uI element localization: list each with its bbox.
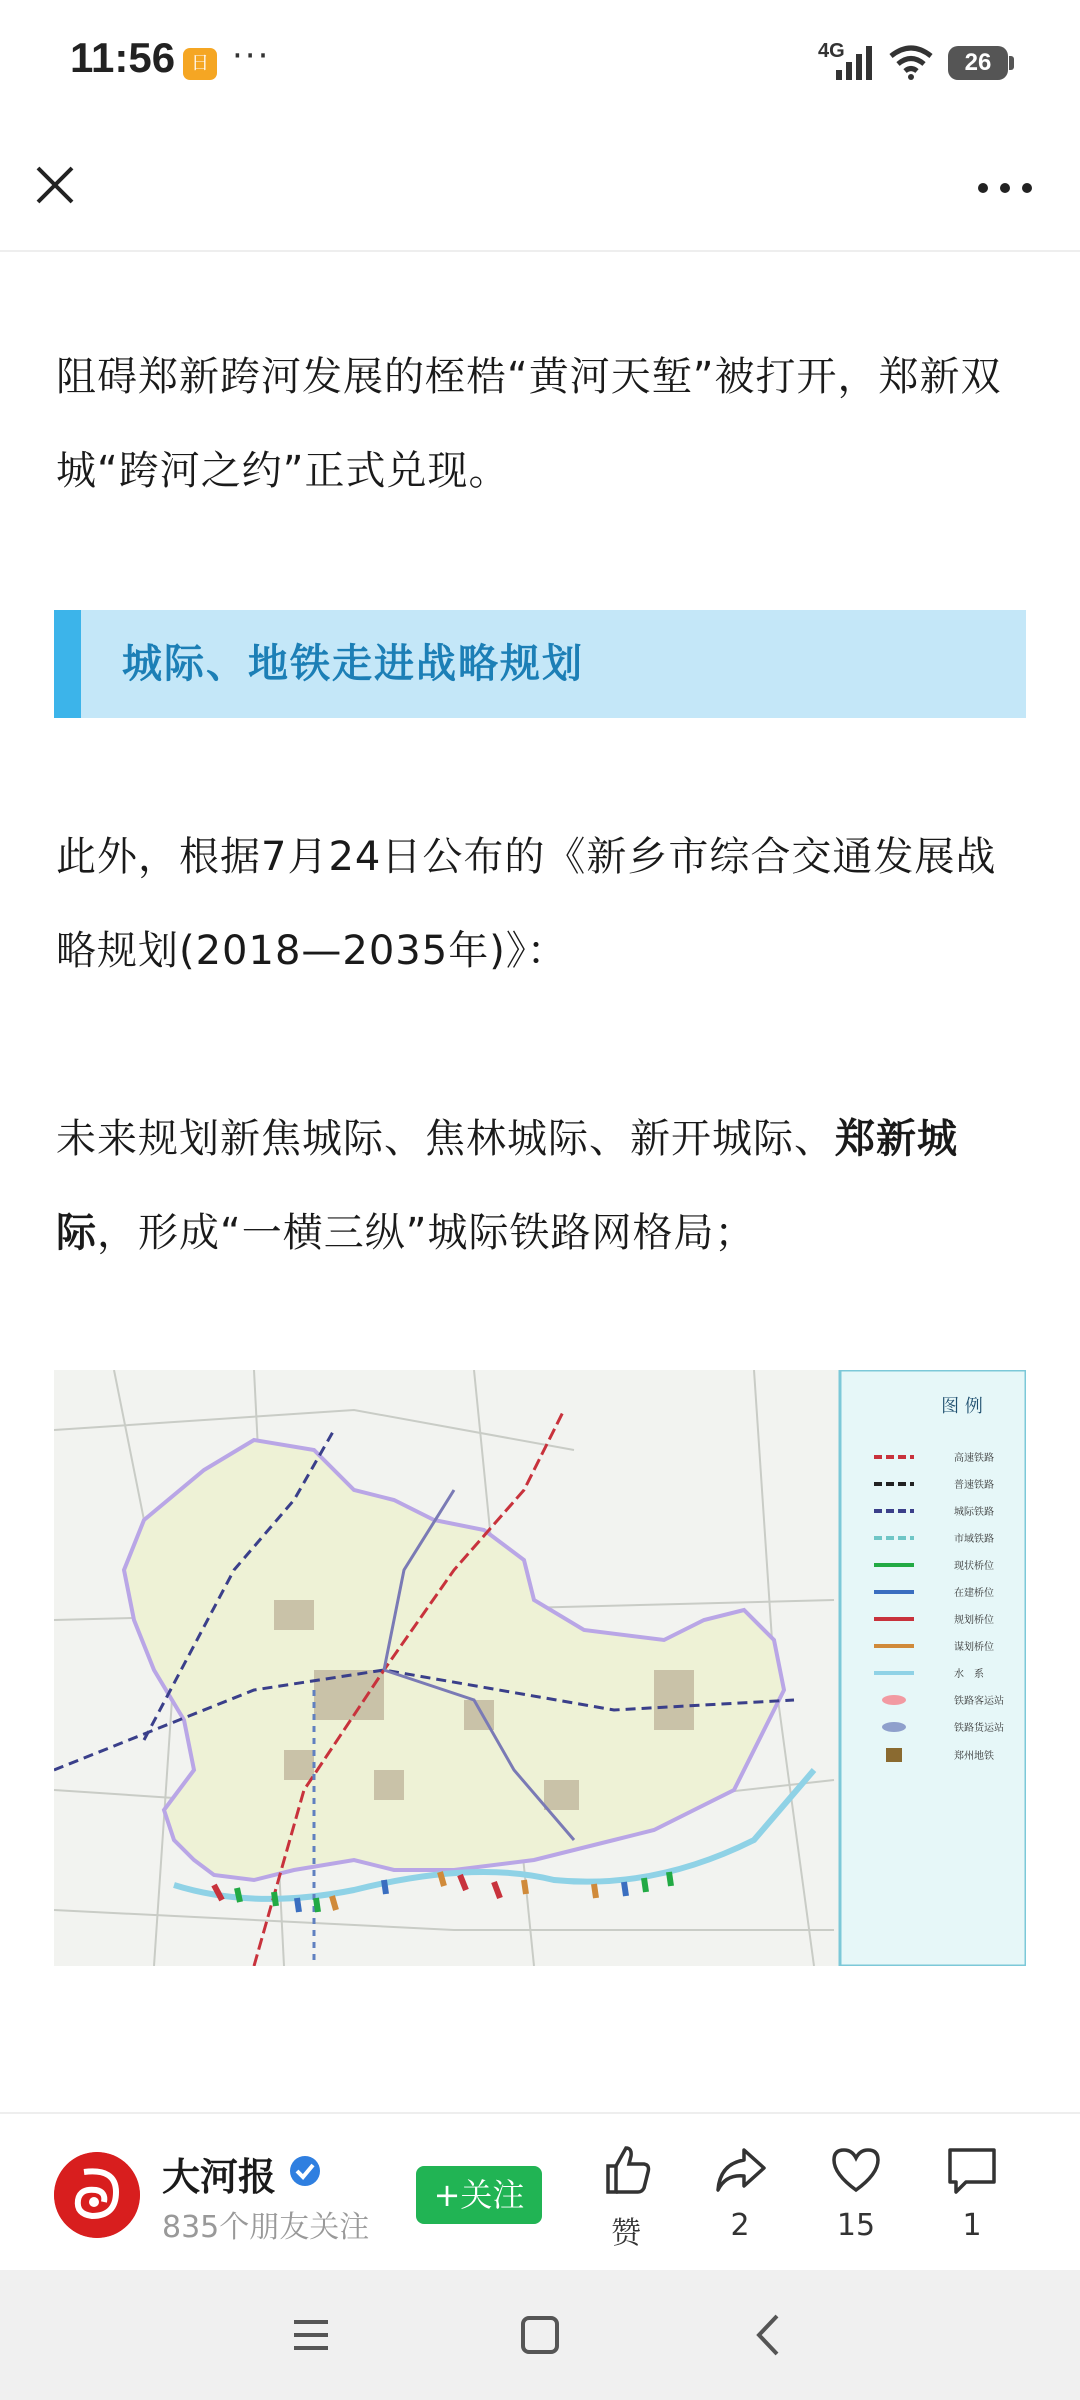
back-icon[interactable] bbox=[745, 2310, 795, 2360]
paragraph-3-text-start: 未来规划新焦城际、焦林城际、新开城际、 bbox=[56, 1116, 835, 1162]
legend-title: 图 例 bbox=[941, 1396, 983, 1417]
share-button[interactable] bbox=[690, 2142, 790, 2252]
paragraph-3-text-end: ，形成“一横三纵”城际铁路网格局； bbox=[97, 1210, 756, 1256]
map-graphic bbox=[54, 1370, 1026, 1966]
signal-icon bbox=[834, 44, 876, 80]
legend-panel bbox=[840, 1370, 1026, 1966]
legend-label: 水 系 bbox=[954, 1669, 984, 1680]
close-icon[interactable] bbox=[30, 160, 80, 210]
bridge-markers bbox=[214, 1872, 671, 1912]
wifi-icon bbox=[888, 44, 934, 80]
legend-label: 规划桥位 bbox=[954, 1615, 994, 1626]
more-notifications-icon: ··· bbox=[232, 36, 271, 76]
comment-button[interactable] bbox=[922, 2142, 1022, 2252]
comment-count: 1 bbox=[962, 2208, 982, 2243]
verified-badge-icon bbox=[288, 2154, 322, 2188]
transport-plan-map-image[interactable] bbox=[54, 1370, 1026, 1966]
publisher-name[interactable]: 大河报 bbox=[162, 2155, 277, 2199]
legend-label: 城际铁路 bbox=[954, 1507, 994, 1518]
share-icon bbox=[712, 2142, 768, 2198]
comment-icon bbox=[944, 2142, 1000, 2198]
legend-label: 在建桥位 bbox=[954, 1588, 994, 1599]
article-paragraph-1: 阻碍郑新跨河发展的桎梏“黄河天堑”被打开，郑新双城“跨河之约”正式兑现。 bbox=[56, 354, 1002, 494]
share-count: 2 bbox=[730, 2208, 750, 2243]
like-label: 赞 bbox=[611, 2216, 641, 2251]
legend-label: 谋划桥位 bbox=[954, 1642, 994, 1653]
more-options-icon[interactable] bbox=[975, 180, 1035, 196]
legend-label: 普速铁路 bbox=[954, 1480, 994, 1491]
legend-label: 现状桥位 bbox=[954, 1561, 994, 1572]
city-region bbox=[124, 1440, 784, 1880]
legend-label: 市域铁路 bbox=[954, 1534, 994, 1545]
system-navigation-bar bbox=[0, 2270, 1080, 2400]
article-paragraph-3 bbox=[56, 1092, 1026, 1280]
publisher-avatar[interactable] bbox=[54, 2152, 140, 2238]
home-icon[interactable] bbox=[515, 2310, 565, 2360]
publisher-follower-count: 835个朋友关注 bbox=[162, 2210, 370, 2245]
favorite-button[interactable] bbox=[806, 2142, 906, 2252]
legend-label: 郑州地铁 bbox=[954, 1751, 994, 1762]
thumbs-up-icon bbox=[598, 2142, 654, 2198]
menu-icon[interactable] bbox=[286, 2310, 336, 2360]
section-accent-bar bbox=[54, 610, 81, 718]
article-paragraph-2: 此外，根据7月24日公布的《新乡市综合交通发展战略规划(2018—2035年)》： bbox=[56, 834, 997, 974]
legend-label: 高速铁路 bbox=[954, 1453, 994, 1464]
heart-icon bbox=[828, 2142, 884, 2198]
battery-tip bbox=[1009, 56, 1014, 70]
status-bar bbox=[0, 0, 1080, 120]
follow-button[interactable]: +关注 bbox=[416, 2166, 542, 2224]
article-footer-bar bbox=[0, 2112, 1080, 2272]
legend-label: 铁路货运站 bbox=[954, 1723, 1004, 1734]
status-time: 11:56 bbox=[70, 34, 176, 81]
battery-icon: 26 bbox=[948, 46, 1008, 80]
section-title: 城际、地铁走进战略规划 bbox=[122, 641, 584, 687]
calendar-notification-icon: 日 bbox=[183, 48, 217, 80]
network-type-label: 4G bbox=[818, 40, 845, 62]
paragraph-3-bold-text: 郑新城际 bbox=[56, 1116, 958, 1256]
favorite-count: 15 bbox=[836, 2208, 876, 2243]
section-header bbox=[54, 610, 1026, 718]
like-button[interactable] bbox=[576, 2142, 676, 2252]
top-nav-bar bbox=[0, 120, 1080, 252]
legend-label: 铁路客运站 bbox=[954, 1696, 1004, 1707]
